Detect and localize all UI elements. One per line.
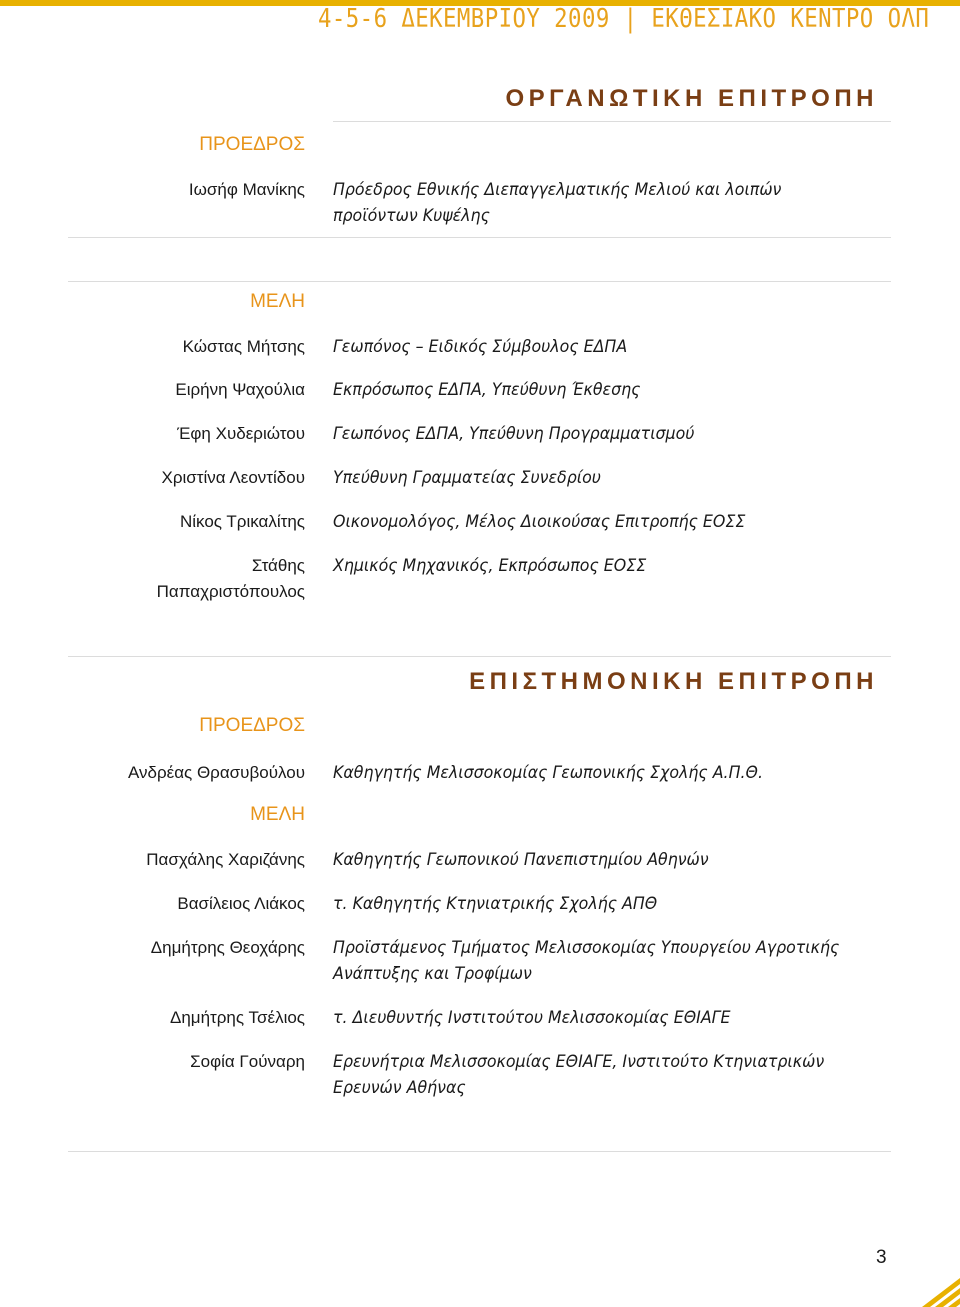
member-name: Στάθης Παπαχριστόπουλος	[156, 556, 305, 601]
organizing-president-role: Πρόεδρος Εθνικής Διεπαγγελματικής Μελιού και λοιπών προϊόντων Κυψέλης	[333, 180, 782, 226]
member-role: τ. Καθηγητής Κτηνιατρικής Σχολής ΑΠΘ	[333, 894, 658, 914]
member-role: Χημικός Μηχανικός, Εκπρόσωπος ΕΟΣΣ	[333, 556, 647, 576]
member-name: Νίκος Τρικαλίτης	[179, 512, 305, 531]
divider	[68, 281, 891, 282]
member-name: Ειρήνη Ψαχούλια	[175, 380, 305, 399]
member-role: Εκπρόσωπος ΕΔΠΑ, Υπεύθυνη Έκθεσης	[333, 380, 641, 400]
member-role: Γεωπόνος – Ειδικός Σύμβουλος ΕΔΠΑ	[333, 337, 628, 357]
scientific-president-name: Ανδρέας Θρασυβούλου	[127, 763, 305, 782]
divider	[68, 237, 891, 238]
member-role: Οικονομολόγος, Μέλος Διοικούσας Επιτροπής ΕΟΣΣ	[333, 512, 746, 532]
member-name: Σοφία Γούναρη	[190, 1052, 305, 1071]
member-name: Δημήτρης Τσέλιος	[169, 1008, 305, 1027]
member-role: Γεωπόνος ΕΔΠΑ, Υπεύθυνη Προγραμματισμού	[333, 424, 695, 444]
member-role: Προϊστάμενος Τμήματος Μελισσοκομίας Υπουργείου Αγροτικής Ανάπτυξης και Τροφίμων	[333, 938, 840, 984]
member-name: Πασχάλης Χαριζάνης	[146, 850, 305, 869]
member-role: Ερευνήτρια Μελισσοκομίας ΕΘΙΑΓΕ, Ινστιτούτο Κτηνιατρικών Ερευνών Αθήνας	[333, 1052, 825, 1098]
scientific-president-role: Καθηγητής Μελισσοκομίας Γεωπονικής Σχολής Α.Π.Θ.	[333, 763, 763, 783]
member-role: Καθηγητής Γεωπονικού Πανεπιστημίου Αθηνών	[333, 850, 709, 870]
divider	[333, 121, 891, 122]
organizing-president-name: Ιωσήφ Μανίκης	[188, 180, 305, 199]
event-date-venue: 4-5-6 ΔΕΚΕΜΒΡΙΟΥ 2009 | ΕΚΘΕΣΙΑΚΟ ΚΕΝΤΡΟ ΟΛΠ	[318, 4, 930, 34]
organizing-president-label: ΠΡΟΕΔΡΟΣ	[199, 134, 305, 155]
page-number: 3	[876, 1247, 887, 1268]
member-role: τ. Διευθυντής Ινστιτούτου Μελισσοκομίας ΕΘΙΑΓΕ	[333, 1008, 731, 1028]
organizing-members-label: ΜΕΛΗ	[250, 291, 305, 312]
corner-stripes-decoration	[922, 1278, 960, 1307]
member-name: Χριστίνα Λεοντίδου	[161, 468, 305, 487]
organizing-committee-title: ΟΡΓΑΝΩΤΙΚΗ ΕΠΙΤΡΟΠΗ	[505, 85, 878, 112]
scientific-members-label: ΜΕΛΗ	[250, 804, 305, 825]
member-name: Έφη Χυδεριώτου	[177, 424, 305, 443]
member-name: Δημήτρης Θεοχάρης	[150, 938, 305, 957]
member-role: Υπεύθυνη Γραμματείας Συνεδρίου	[333, 468, 601, 488]
scientific-committee-title: ΕΠΙΣΤΗΜΟΝΙΚΗ ΕΠΙΤΡΟΠΗ	[469, 668, 878, 695]
divider	[68, 656, 891, 657]
member-name: Κώστας Μήτσης	[182, 337, 305, 356]
divider	[68, 1151, 891, 1152]
member-name: Βασίλειος Λιάκος	[177, 894, 305, 913]
scientific-president-label: ΠΡΟΕΔΡΟΣ	[199, 715, 305, 736]
